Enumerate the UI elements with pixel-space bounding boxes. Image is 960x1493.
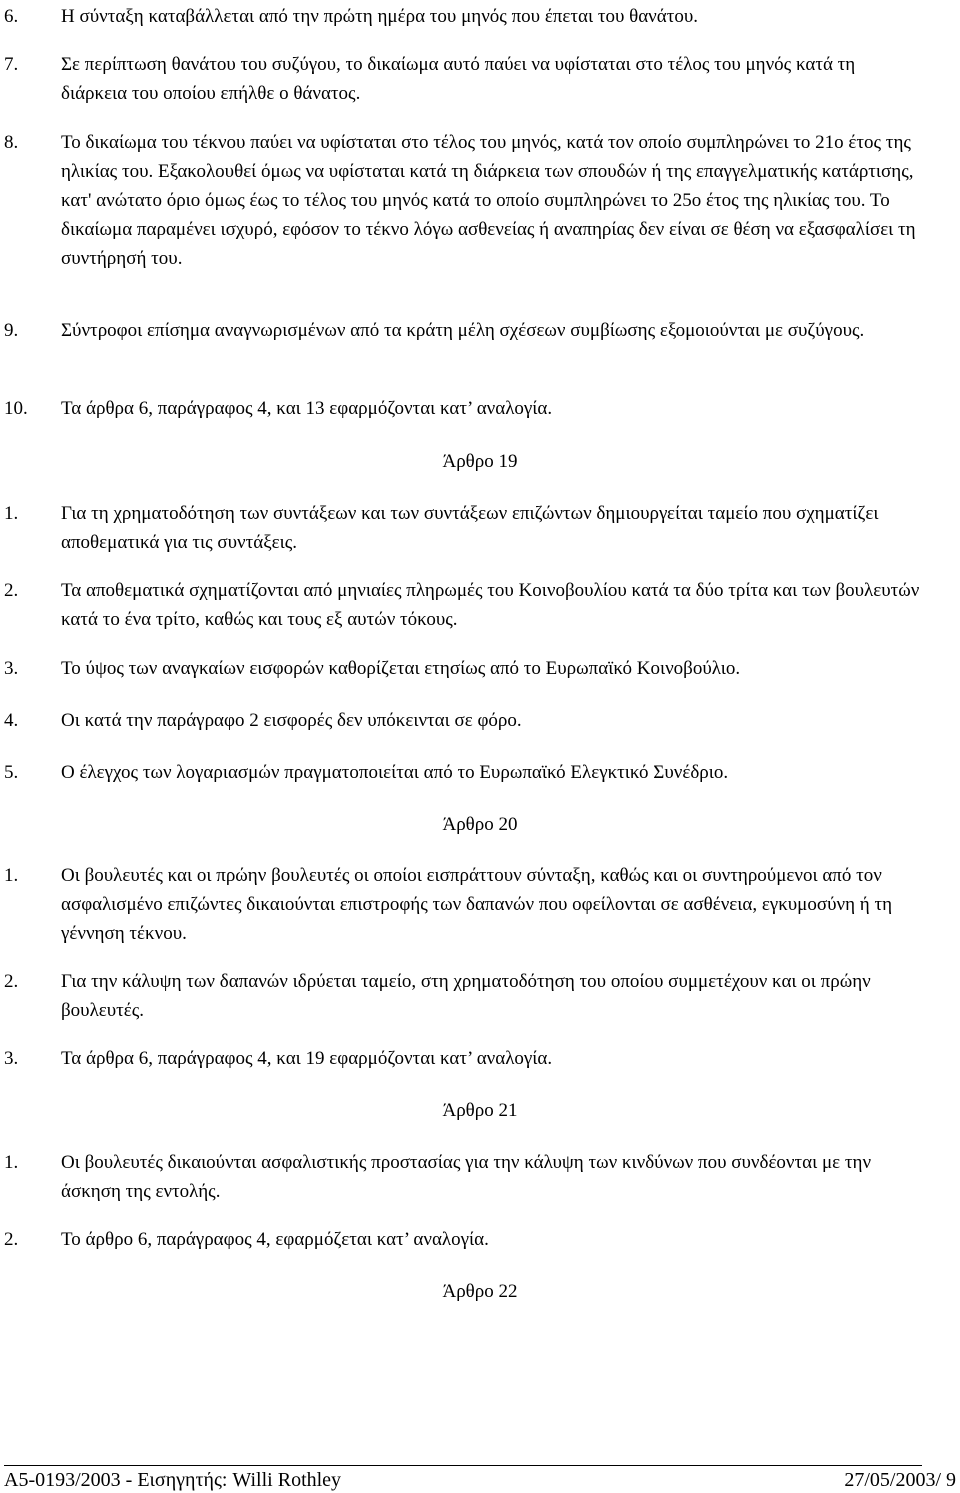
paragraph-number: 4. bbox=[4, 710, 19, 731]
paragraph-text: Το ύψος των αναγκαίων εισφορών καθορίζεται ετησίως από το Ευρωπαϊκό Κοινοβούλιο. bbox=[61, 658, 741, 679]
paragraph-text: Οι βουλευτές δικαιούνται ασφαλιστικής προστασίας για την κάλυψη των κινδύνων που συνδέονται με την άσκηση της εντολής. bbox=[61, 1152, 872, 1202]
paragraph-number: 6. bbox=[4, 6, 19, 27]
paragraph-number: 1. bbox=[4, 503, 19, 524]
paragraph-6 bbox=[4, 2, 920, 31]
paragraph-text: Σε περίπτωση θανάτου του συζύγου, το δικαίωμα αυτό παύει να υφίσταται στο τέλος του μηνός κατά τη διάρκεια του οποίου επήλθε ο θάνατος. bbox=[61, 54, 856, 104]
paragraph-number: 3. bbox=[4, 658, 19, 679]
footer-document-reference: A5-0193/2003 - Εισηγητής: Willi Rothley bbox=[4, 1469, 342, 1491]
paragraph-text: Οι βουλευτές και οι πρώην βουλευτές οι οποίοι εισπράττουν σύνταξη, καθώς και οι συντηρούμενοι από τον ασφαλισμένο επιζώντες δικαιούνται επιστροφής των δαπανών που οφείλονται σε ασθένεια, εγκυμοσύνη ή τη γέννηση τέκνου. bbox=[61, 865, 893, 944]
paragraph-number: 2. bbox=[4, 580, 19, 601]
paragraph-text: Για τη χρηματοδότηση των συντάξεων και των συντάξεων επιζώντων δημιουργείται ταμείο που σχηματίζει αποθεματικά για τις συντάξεις. bbox=[61, 503, 879, 553]
article-heading-19: Άρθρο 19 bbox=[442, 451, 518, 472]
article-21-paragraph-2 bbox=[4, 1225, 920, 1254]
article-heading-20: Άρθρο 20 bbox=[442, 814, 518, 835]
paragraph-text: Τα αποθεματικά σχηματίζονται από μηνιαίες πληρωμές του Κοινοβουλίου κατά τα δύο τρίτα και των βουλευτών κατά το ένα τρίτο, καθώς και τους εξ αυτών τόκους. bbox=[61, 580, 920, 630]
paragraph-text: Τα άρθρα 6, παράγραφος 4, και 13 εφαρμόζονται κατ’ αναλογία. bbox=[61, 398, 553, 419]
paragraph-10 bbox=[4, 394, 920, 423]
article-heading-21: Άρθρο 21 bbox=[442, 1100, 518, 1121]
page-footer bbox=[4, 1467, 956, 1493]
article-20-paragraph-3 bbox=[4, 1044, 920, 1073]
article-19-paragraph-5 bbox=[4, 758, 920, 787]
paragraph-number: 5. bbox=[4, 762, 19, 783]
paragraph-text: Για την κάλυψη των δαπανών ιδρύεται ταμείο, στη χρηματοδότηση του οποίου συμμετέχουν και οι πρώην βουλευτές. bbox=[61, 971, 871, 1021]
paragraph-text: Οι κατά την παράγραφο 2 εισφορές δεν υπόκεινται σε φόρο. bbox=[61, 710, 522, 731]
paragraph-number: 1. bbox=[4, 865, 19, 886]
paragraph-text: Το δικαίωμα του τέκνου παύει να υφίσταται στο τέλος του μηνός, κατά τον οποίο συμπληρώνει το 21ο έτος της ηλικίας του. Εξακολουθεί όμως να υφίσταται κατά τη διάρκεια των σπουδών ή της επαγγελματικής κατάρτισης, κατ' ανώτατο όριο όμως έως το τέλος του μηνός κατά το οποίο συμπληρώνει το 25ο έτος της ηλικίας του. Το δικαίωμα παραμένει ισχυρό, εφόσον το τέκνο λόγω ασθενείας ή αναπηρίας δεν είναι σε θέση να εξασφαλίσει τη συντήρησή του. bbox=[61, 132, 916, 269]
paragraph-number: 1. bbox=[4, 1152, 19, 1173]
paragraph-7 bbox=[4, 50, 920, 108]
paragraph-text: Σύντροφοι επίσημα αναγνωρισμένων από τα κράτη μέλη σχέσεων συμβίωσης εξομοιούνται με συζύγους. bbox=[61, 320, 865, 341]
paragraph-text: Τα άρθρα 6, παράγραφος 4, και 19 εφαρμόζονται κατ’ αναλογία. bbox=[61, 1048, 553, 1069]
article-19-paragraph-4 bbox=[4, 706, 920, 735]
article-20-paragraph-2 bbox=[4, 967, 920, 1025]
article-20-paragraph-1 bbox=[4, 861, 920, 948]
footer-date-page: 27/05/2003/ 9 bbox=[844, 1469, 956, 1491]
paragraph-number: 7. bbox=[4, 54, 19, 75]
article-19-paragraph-2 bbox=[4, 576, 920, 634]
paragraph-number: 9. bbox=[4, 320, 19, 341]
paragraph-8 bbox=[4, 128, 920, 273]
article-19-paragraph-1 bbox=[4, 499, 920, 557]
article-19-paragraph-3 bbox=[4, 654, 920, 683]
paragraph-number: 2. bbox=[4, 1229, 19, 1250]
paragraph-text: Η σύνταξη καταβάλλεται από την πρώτη ημέρα του μηνός που έπεται του θανάτου. bbox=[61, 6, 699, 27]
paragraph-number: 10. bbox=[4, 398, 28, 419]
footer-divider bbox=[4, 1465, 922, 1466]
paragraph-number: 8. bbox=[4, 132, 19, 153]
article-heading-22: Άρθρο 22 bbox=[442, 1281, 518, 1302]
paragraph-9 bbox=[4, 316, 920, 345]
paragraph-text: Το άρθρο 6, παράγραφος 4, εφαρμόζεται κατ’ αναλογία. bbox=[61, 1229, 489, 1250]
article-21-paragraph-1 bbox=[4, 1148, 920, 1206]
paragraph-number: 2. bbox=[4, 971, 19, 992]
paragraph-number: 3. bbox=[4, 1048, 19, 1069]
paragraph-text: Ο έλεγχος των λογαριασμών πραγματοποιείται από το Ευρωπαϊκό Ελεγκτικό Συνέδριο. bbox=[61, 762, 729, 783]
